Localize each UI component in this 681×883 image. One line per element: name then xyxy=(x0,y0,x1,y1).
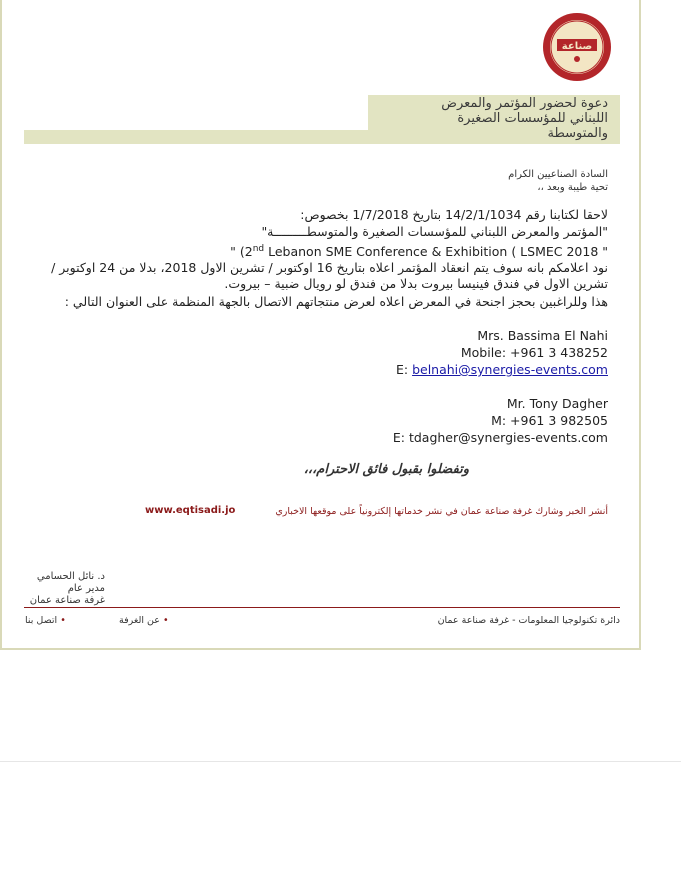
contact2-name: Mr. Tony Dagher xyxy=(506,396,608,411)
chamber-logo xyxy=(542,12,612,82)
contact2-mobile: M: +961 3 982505 xyxy=(491,413,608,428)
body-paragraph-2: هذا وللراغبين بحجز اجنحة في المعرض اعلاه لعرض منتجاتهم الاتصال بالجهة المنظمة على العنوان التالي : xyxy=(64,294,608,309)
closing-line: وتفضلوا بقبول فائق الاحترام،،، xyxy=(303,462,469,477)
svg-text:صناعة: صناعة xyxy=(561,41,593,52)
contact2-email: E: tdagher@synergies-events.com xyxy=(392,430,608,445)
promo-website-link[interactable]: www.eqtisadi.jo xyxy=(145,505,236,516)
body-paragraph-1: نود اعلامكم بانه سوف يتم انعقاد المؤتمر اعلاه بتاريخ 16 اوكتوبر / تشرين الاول 2018، بدلا من 24 اوكتوبر /تشرين الاول في فندق فينيسا بيروت بدلا من فندق لو رويال ضبية – بيروت. xyxy=(51,260,608,291)
footer-divider xyxy=(24,607,620,608)
signatory-org: غرفة صناعة عمان xyxy=(29,595,105,606)
contact1-email-link[interactable]: belnahi@synergies-events.com xyxy=(412,362,608,377)
contact1-email-line: E: belnahi@synergies-events.com xyxy=(395,362,608,377)
contact1-mobile: Mobile: +961 3 438252 xyxy=(460,345,608,360)
contact1-name: Mrs. Bassima El Nahi xyxy=(477,328,608,343)
subject-english: " (2nd Lebanon SME Conference & Exhibition ( LSMEC 2018 " xyxy=(230,244,608,260)
greeting: تحية طيبة وبعد ،، xyxy=(537,182,608,193)
signatory-title: مدير عام xyxy=(67,583,105,594)
signatory-name: د. نائل الحسامي xyxy=(36,571,105,582)
footer-department: دائرة تكنولوجيا المعلومات - غرفة صناعة عمان xyxy=(437,615,620,626)
promo-text: أنشر الخبر وشارك غرفة صناعة عمان في نشر خدماتها إلكترونياً على موقعها الاخباري xyxy=(275,506,608,517)
page-bottom-divider xyxy=(0,761,681,762)
footer-contact-link[interactable]: اتصل بنا • xyxy=(25,615,66,626)
invitation-title: دعوة لحضور المؤتمر والمعرض اللبناني للمؤسسات الصغيرة والمتوسطة xyxy=(441,96,608,141)
salutation: السادة الصناعيين الكرام xyxy=(508,169,608,180)
reference-line: لاحقا لكتابنا رقم 14/2/1/1034 بتاريخ 1/7/2018 بخصوص: xyxy=(300,207,608,222)
subject-arabic: "المؤتمر والمعرض اللبناني للمؤسسات الصغيرة والمتوسطـــــــــة" xyxy=(261,224,608,239)
footer-about-link[interactable]: عن الغرفة • xyxy=(119,615,169,626)
